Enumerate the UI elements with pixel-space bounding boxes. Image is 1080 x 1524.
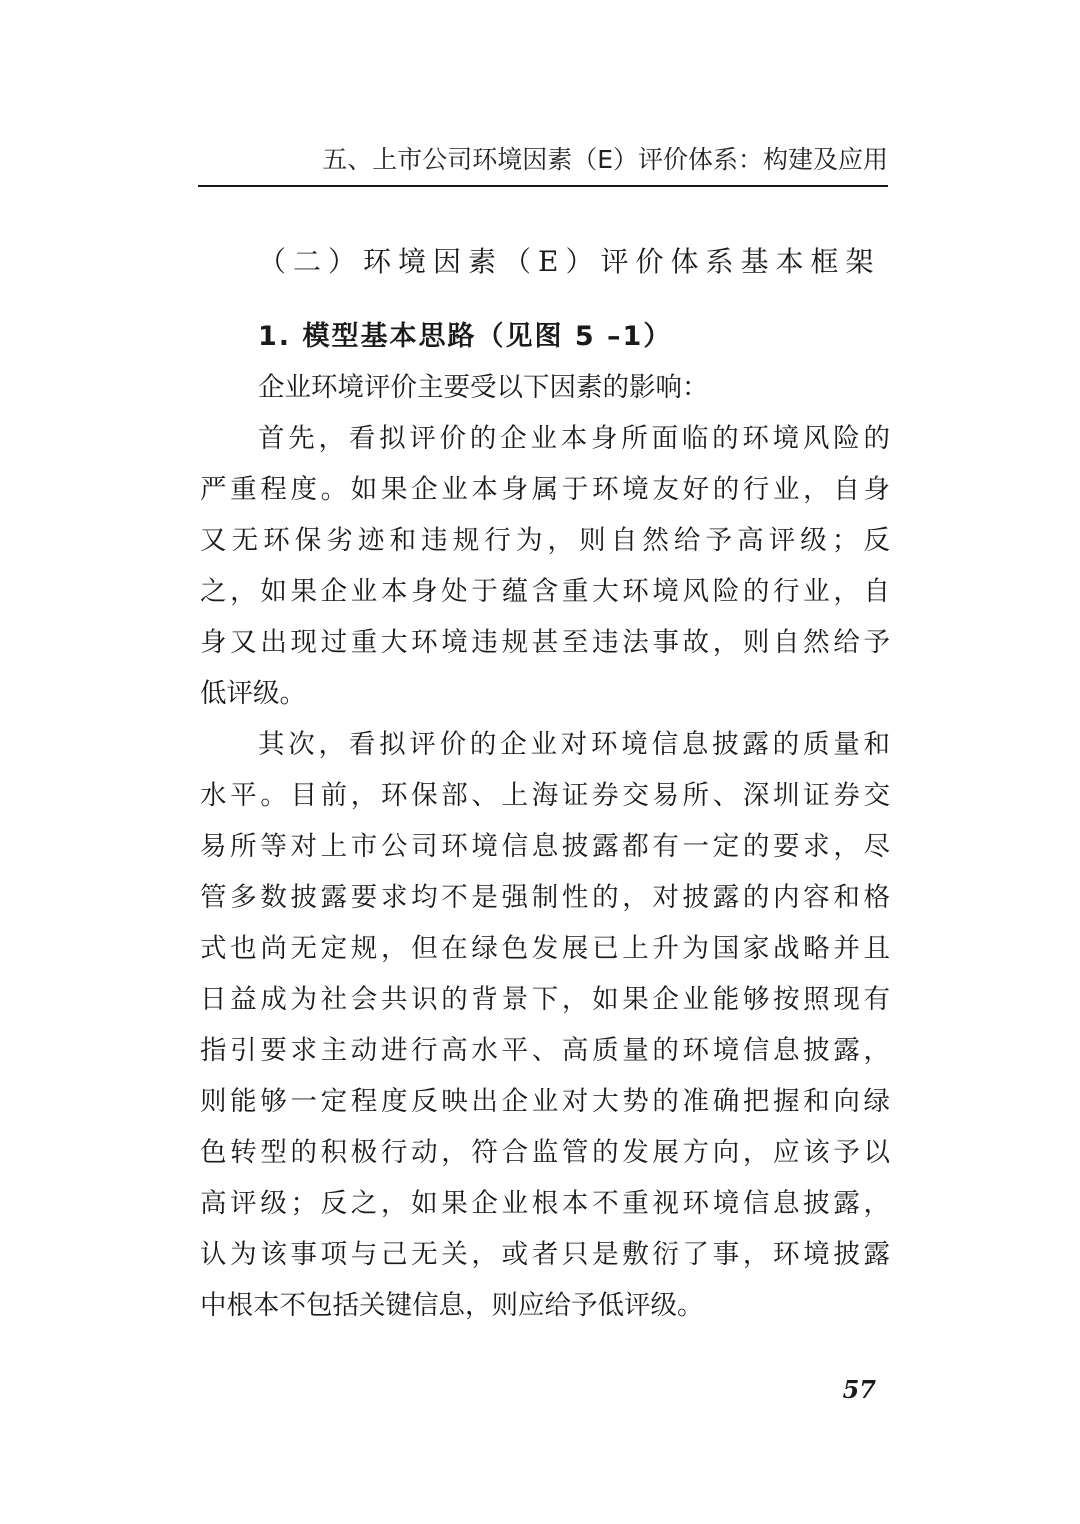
paragraph-line: 严重程度。如果企业本身属于环境友好的行业，自身	[200, 474, 890, 505]
running-header: 五、上市公司环境因素（E）评价体系：构建及应用	[322, 145, 888, 174]
paragraph-line: 中根本不包括关键信息，则应给予低评级。	[200, 1290, 704, 1321]
paragraph-line: 又无环保劣迹和违规行为，则自然给予高评级；反	[200, 525, 890, 556]
paragraph-line: 管多数披露要求均不是强制性的，对披露的内容和格	[200, 882, 890, 913]
paragraph-line: 企业环境评价主要受以下因素的影响：	[258, 372, 709, 403]
paragraph-line: 其次，看拟评价的企业对环境信息披露的质量和	[258, 729, 890, 760]
paragraph-line: 认为该事项与己无关，或者只是敷衍了事，环境披露	[200, 1239, 890, 1270]
sub-heading: 1. 模型基本思路（见图 5 –1）	[258, 321, 673, 352]
paragraph-line: 式也尚无定规，但在绿色发展已上升为国家战略并且	[200, 933, 890, 964]
paragraph-line: 色转型的积极行动，符合监管的发展方向，应该予以	[200, 1137, 890, 1168]
paragraph-line: 低评级。	[200, 678, 306, 709]
paragraph-line: 之，如果企业本身处于蕴含重大环境风险的行业，自	[200, 576, 890, 607]
paragraph-line: 易所等对上市公司环境信息披露都有一定的要求，尽	[200, 831, 890, 862]
paragraph-line: 身又出现过重大环境违规甚至违法事故，则自然给予	[200, 627, 890, 658]
header-rule	[198, 185, 888, 187]
paragraph-line: 水平。目前，环保部、上海证券交易所、深圳证券交	[200, 780, 890, 811]
section-title: （二）环境因素（E）评价体系基本框架	[258, 245, 881, 278]
paragraph-line: 高评级；反之，如果企业根本不重视环境信息披露，	[200, 1188, 890, 1219]
paragraph-line: 则能够一定程度反映出企业对大势的准确把握和向绿	[200, 1086, 890, 1117]
paragraph-line: 指引要求主动进行高水平、高质量的环境信息披露，	[200, 1035, 890, 1066]
page-number: 57	[842, 1375, 876, 1404]
paragraph-line: 首先，看拟评价的企业本身所面临的环境风险的	[258, 423, 890, 454]
paragraph-line: 日益成为社会共识的背景下，如果企业能够按照现有	[200, 984, 890, 1015]
body-text	[200, 362, 890, 1331]
